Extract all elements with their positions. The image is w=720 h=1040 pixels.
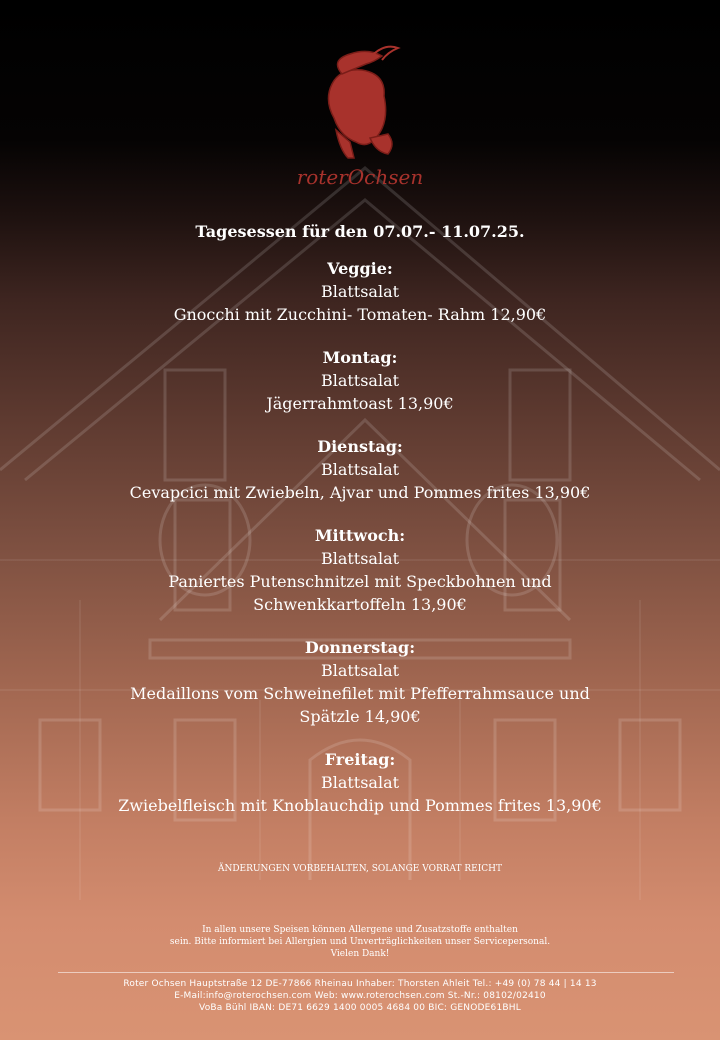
allergen-line: sein. Bitte informiert bei Allergien und Unverträglichkeiten unser Servicepersonal. [169,937,551,947]
menu-day-dienstag [0,435,720,504]
dish: Gnocchi mit Zucchini- Tomaten- Rahm 12,90€ [173,305,547,324]
footer-web-line: E-Mail:info@roterochsen.com Web: www.roterochsen.com St.-Nr.: 08102/02410 [174,991,546,1001]
logo-wordmark: roterOchsen [296,165,424,189]
starter: Blattsalat [320,773,400,792]
day-name: Freitag: [324,750,396,769]
footer-address-line: Roter Ochsen Hauptstraße 12 DE-77866 Rheinau Inhaber: Thorsten Ahleit Tel.: +49 (0) 78 44 | 14 13 [123,979,597,989]
footer-bank-line: VoBa Bühl IBAN: DE71 6629 1400 0005 4684 00 BIC: GENODE61BHL [199,1003,521,1013]
menu-day-freitag [0,748,720,817]
allergen-line: In allen unsere Speisen können Allergene und Zusatzstoffe enthalten [202,925,518,935]
day-name: Donnerstag: [304,638,416,657]
footer-divider [58,972,674,973]
footer-contact [0,978,720,1014]
starter: Blattsalat [320,371,400,390]
roter-ochsen-bull-logo [270,34,450,192]
weekly-menu [0,222,720,837]
dish: Cevapcici mit Zwiebeln, Ajvar und Pommes frites 13,90€ [129,483,591,502]
menu-day-veggie [0,257,720,326]
dish: Medaillons vom Schweinefilet mit Pfefferrahmsauce und Spätzle 14,90€ [130,684,590,726]
dish: Jägerrahmtoast 13,90€ [266,394,454,413]
day-name: Dienstag: [317,437,403,456]
allergen-line: Vielen Dank! [330,949,390,959]
starter: Blattsalat [320,661,400,680]
menu-day-montag [0,346,720,415]
dish: Paniertes Putenschnitzel mit Speckbohnen und Schwenkkartoffeln 13,90€ [168,572,552,614]
day-name: Mittwoch: [314,526,406,545]
day-name: Montag: [322,348,398,367]
menu-title: Tagesessen für den 07.07.- 11.07.25. [195,222,525,241]
starter: Blattsalat [320,460,400,479]
availability-notice: ÄNDERUNGEN VORBEHALTEN, SOLANGE VORRAT REICHT [217,864,503,874]
menu-day-mittwoch [0,524,720,616]
starter: Blattsalat [320,549,400,568]
allergen-info [0,924,720,960]
day-name: Veggie: [327,259,393,278]
dish: Zwiebelfleisch mit Knoblauchdip und Pommes frites 13,90€ [118,796,602,815]
menu-day-donnerstag [0,636,720,728]
starter: Blattsalat [320,282,400,301]
